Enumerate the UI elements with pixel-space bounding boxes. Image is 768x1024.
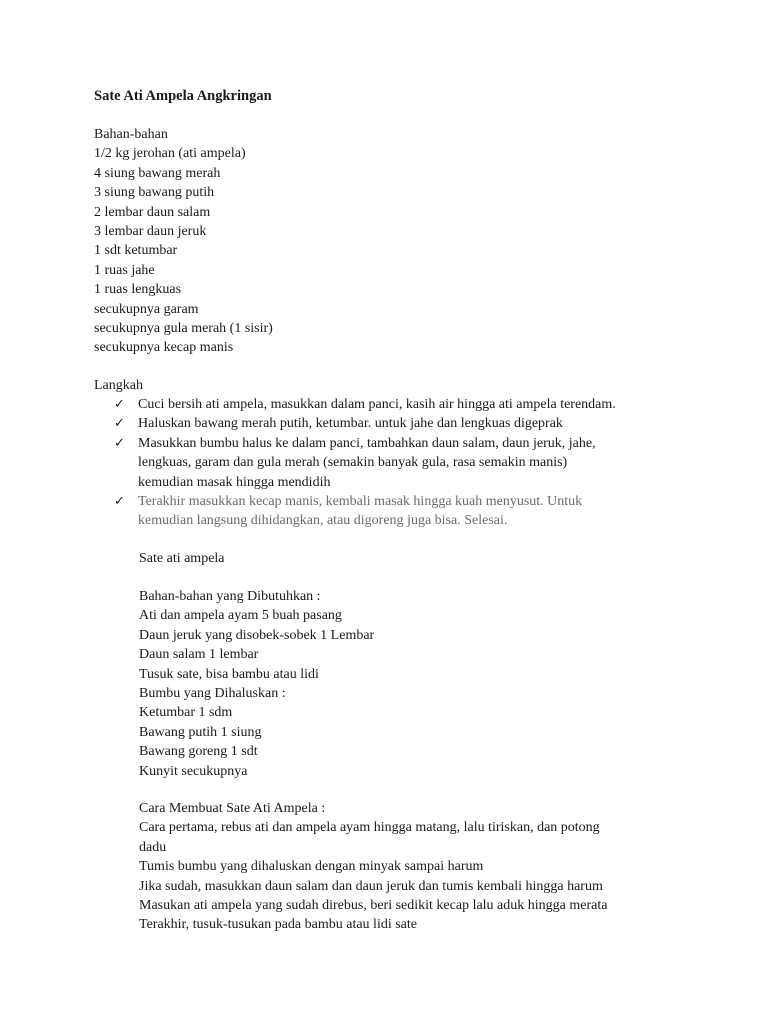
recipe2-ingredients-section bbox=[139, 587, 374, 781]
ingredient-item: 1/2 kg jerohan (ati ampela) bbox=[94, 146, 246, 162]
step-line: Cuci bersih ati ampela, masukkan dalam panci, kasih air hingga ati ampela terendam. bbox=[138, 397, 616, 412]
recipe2-title: Sate ati ampela bbox=[139, 551, 225, 566]
step-line: Terakhir masukkan kecap manis, kembali masak hingga kuah menyusut. Untuk bbox=[138, 494, 583, 510]
checkmark-icon: ✓ bbox=[114, 435, 125, 451]
ingredient-item: Bumbu yang Dihaluskan : bbox=[139, 686, 286, 702]
step-item bbox=[94, 434, 714, 492]
ingredient-item: 1 ruas jahe bbox=[94, 262, 155, 278]
ingredient-item: Daun salam 1 lembar bbox=[139, 647, 259, 663]
ingredient-item: 3 lembar daun jeruk bbox=[94, 224, 207, 240]
ingredient-item: 1 sdt ketumbar bbox=[94, 243, 178, 259]
recipe2-method-section bbox=[139, 799, 607, 935]
steps-list bbox=[94, 395, 714, 531]
step-line: Masukkan bumbu halus ke dalam panci, tambahkan daun salam, daun jeruk, jahe, bbox=[138, 435, 596, 451]
ingredients-section bbox=[94, 125, 273, 358]
ingredient-item: 1 ruas lengkuas bbox=[94, 282, 182, 298]
ingredient-item: Tusuk sate, bisa bambu atau lidi bbox=[139, 666, 319, 682]
ingredient-item: secukupnya garam bbox=[94, 301, 199, 317]
ingredient-item: Ketumbar 1 sdm bbox=[139, 705, 233, 721]
step-line: kemudian langsung dihidangkan, atau digoreng juga bisa. Selesai. bbox=[138, 513, 508, 529]
method-line: Tumis bumbu yang dihaluskan dengan minyak sampai harum bbox=[139, 859, 484, 875]
ingredient-item: Kunyit secukupnya bbox=[139, 763, 248, 779]
step-item bbox=[94, 395, 714, 414]
step-item bbox=[94, 414, 714, 433]
ingredient-item: Daun jeruk yang disobek-sobek 1 Lembar bbox=[139, 627, 375, 643]
method-line: Masukan ati ampela yang sudah direbus, beri sedikit kecap lalu aduk hingga merata bbox=[139, 898, 608, 914]
step-item bbox=[94, 492, 714, 531]
checkmark-icon: ✓ bbox=[114, 416, 125, 432]
step-line: kemudian masak hingga mendidih bbox=[138, 474, 331, 490]
method-line: Terakhir, tusuk-tusukan pada bambu atau lidi sate bbox=[139, 917, 417, 933]
ingredient-item: Bawang goreng 1 sdt bbox=[139, 744, 258, 760]
ingredients-heading: Bahan-bahan yang Dibutuhkan : bbox=[139, 589, 321, 604]
step-line: Haluskan bawang merah putih, ketumbar. untuk jahe dan lengkuas digeprak bbox=[138, 416, 563, 432]
steps-heading: Langkah bbox=[94, 378, 143, 393]
ingredient-item: 2 lembar daun salam bbox=[94, 204, 211, 220]
ingredient-item: Bawang putih 1 siung bbox=[139, 724, 262, 740]
checkmark-icon: ✓ bbox=[114, 397, 125, 412]
steps-heading-block bbox=[94, 376, 143, 395]
recipe2-title-block bbox=[139, 549, 225, 568]
method-heading: Cara Membuat Sate Ati Ampela : bbox=[139, 801, 326, 816]
ingredient-item: 4 siung bawang merah bbox=[94, 165, 221, 181]
step-line: lengkuas, garam dan gula merah (semakin banyak gula, rasa semakin manis) bbox=[138, 455, 568, 471]
method-line: Cara pertama, rebus ati dan ampela ayam hingga matang, lalu tiriskan, dan potong bbox=[139, 820, 600, 836]
recipe-title: Sate Ati Ampela Angkringan bbox=[94, 88, 272, 104]
ingredient-item: secukupnya kecap manis bbox=[94, 340, 234, 356]
ingredients-heading: Bahan-bahan bbox=[94, 127, 168, 142]
checkmark-icon: ✓ bbox=[114, 494, 125, 510]
ingredient-item: 3 siung bawang putih bbox=[94, 185, 215, 201]
method-line: Jika sudah, masukkan daun salam dan daun jeruk dan tumis kembali hingga harum bbox=[139, 878, 603, 894]
method-line: dadu bbox=[139, 839, 167, 855]
ingredient-item: secukupnya gula merah (1 sisir) bbox=[94, 321, 273, 337]
ingredient-item: Ati dan ampela ayam 5 buah pasang bbox=[139, 608, 342, 624]
